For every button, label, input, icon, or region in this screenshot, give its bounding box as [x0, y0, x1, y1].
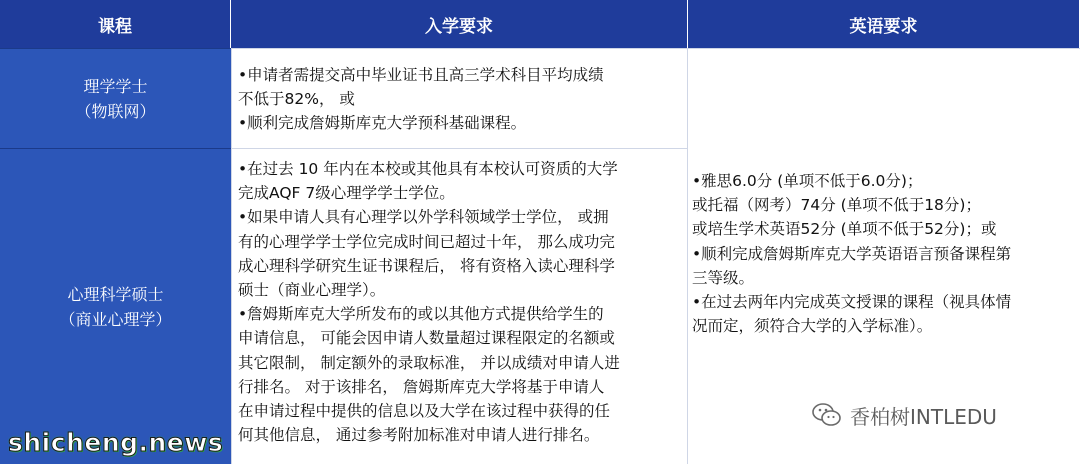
requirement-line: 有的心理学学士学位完成时间已超过十年， 那么成功完	[238, 232, 615, 251]
wechat-icon	[812, 402, 842, 428]
header-course: 课程	[0, 0, 231, 48]
course-name: 心理科学硕士	[67, 284, 164, 304]
course-cell-master	[0, 148, 231, 464]
english-line: •顺利完成詹姆斯库克大学英语语言预备课程第	[692, 244, 1012, 263]
requirement-line: 其它限制， 制定额外的录取标准， 并以成绩对申请人进	[238, 353, 620, 372]
account-watermark	[812, 400, 997, 430]
english-line: 或托福（网考）74分 (单项不低于18分)；	[692, 196, 981, 215]
requirement-line: 何其他信息， 通过参考附加标准对申请人进行排名。	[238, 426, 600, 445]
requirement-line: 完成AQF 7级心理学学士学位。	[238, 184, 455, 203]
requirement-line: •在过去 10 年内在本校或其他具有本校认可资质的大学	[238, 160, 618, 178]
requirement-line: •顺利完成詹姆斯库克大学预科基础课程。	[238, 114, 527, 133]
english-line: •在过去两年内完成英文授课的课程（视具体情	[692, 293, 1012, 312]
course-cell-bachelor	[0, 48, 231, 148]
course-name: 理学学士	[83, 76, 148, 96]
admission-cell-bachelor	[231, 48, 688, 148]
requirement-line: 行排名。 对于该排名， 詹姆斯库克大学将基于申请人	[238, 377, 605, 396]
course-subtitle: （商业心理学）	[59, 309, 172, 329]
english-line: 况而定，须符合大学的入学标准）。	[692, 317, 933, 336]
requirement-line: 在申请过程中提供的信息以及大学在该过程中获得的任	[238, 402, 611, 421]
requirement-line: •詹姆斯库克大学所发布的或以其他方式提供给学生的	[238, 305, 604, 324]
requirement-line: 不低于82%， 或	[238, 90, 355, 109]
requirement-line: •如果申请人具有心理学以外学科领域学士学位， 或拥	[238, 208, 609, 227]
requirement-line: 申请信息， 可能会因申请人数量超过课程限定的名额或	[238, 329, 615, 348]
admission-cell-master	[231, 148, 688, 464]
header-english: 英语要求	[688, 0, 1080, 48]
site-watermark: shicheng.news	[8, 428, 224, 457]
english-line: 或培生学术英语52分 (单项不低于52分)；或	[692, 220, 997, 239]
requirement-line: 硕士（商业心理学）。	[238, 281, 386, 300]
english-line: 三等级。	[692, 268, 755, 287]
header-admission: 入学要求	[231, 0, 688, 48]
account-name: 香柏树INTLEDU	[850, 404, 997, 429]
requirement-line: •申请者需提交高中毕业证书且高三学术科目平均成绩	[238, 66, 604, 84]
english-line: •雅思6.0分 (单项不低于6.0分)；	[692, 172, 923, 190]
course-subtitle: （物联网）	[75, 101, 156, 121]
requirement-line: 成心理科学研究生证书课程后， 将有资格入读心理科学	[238, 256, 615, 275]
